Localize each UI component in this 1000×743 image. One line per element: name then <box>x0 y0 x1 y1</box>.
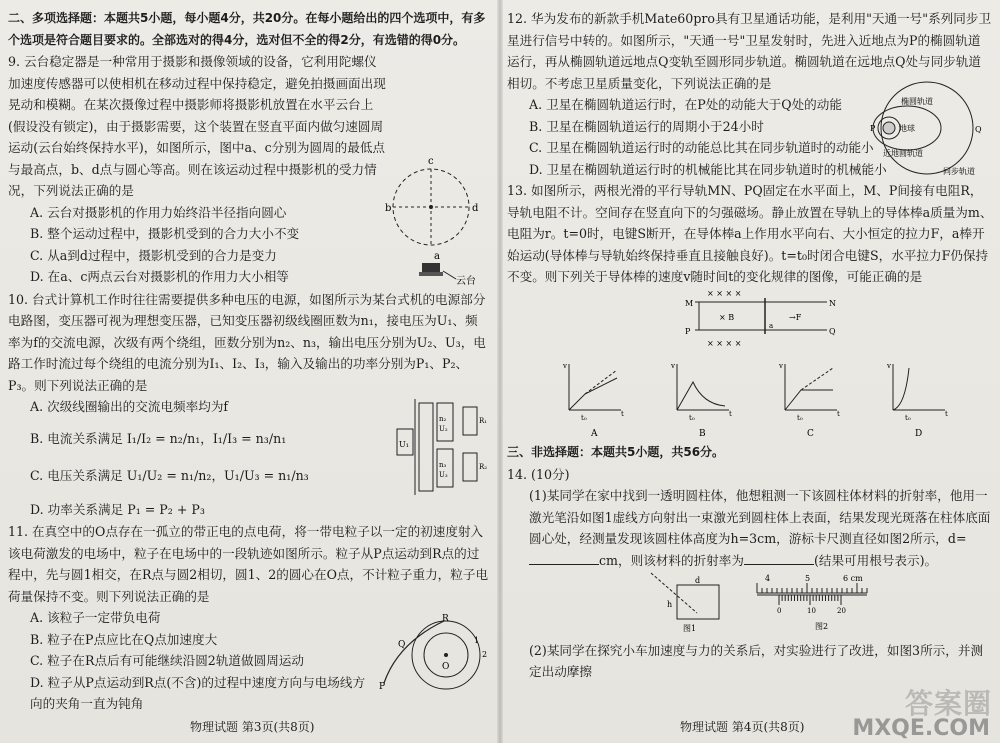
q14-head: 14. (10分) <box>507 466 570 482</box>
left-footer: 物理试题 第3页(共8页) <box>190 720 315 734</box>
q9-option-a: A. 云台对摄影机的作用力始终沿半径指向圆心 <box>30 204 287 220</box>
graph-c <box>778 362 840 439</box>
svg-text:P: P <box>685 326 691 336</box>
refraction-answer-blank[interactable] <box>744 552 814 565</box>
svg-text:P: P <box>379 682 386 692</box>
watermark-logo: 答案圈 <box>904 687 992 720</box>
svg-text:v: v <box>887 361 891 370</box>
svg-text:U₁: U₁ <box>399 439 409 449</box>
svg-text:t: t <box>729 409 732 418</box>
q9-circle-figure <box>386 149 490 299</box>
low-orbit-label: 近地圆轨道 <box>883 149 923 158</box>
svg-text:Q: Q <box>829 326 836 336</box>
q14-part2: (2)某同学在探究小车加速度与力的关系后，对实验进行了改进，如图3所示，并测定出动摩擦 <box>529 642 984 679</box>
svg-text:t: t <box>621 409 624 418</box>
fig1-label: 图1 <box>683 624 697 633</box>
svg-text:a: a <box>769 321 774 330</box>
right-page <box>507 8 993 683</box>
q9-option-d: D. 在a、c两点云台对摄影机的作用力大小相等 <box>30 269 289 284</box>
rails-figure <box>685 289 836 348</box>
svg-text:n₂: n₂ <box>439 414 447 423</box>
main-scale-5: 5 <box>805 574 811 583</box>
q9-stem: 9. 云台稳定器是一种常用于摄影和摄像领域的设备，它利用陀螺仪加速度传感器可以使相机在移动过程中保持稳定，避免拍摄画面出现晃动和模糊。在某次摄像过程中摄影师将摄影机放置在水平云台上(假设没有锁定)，由于摄影需要，这个装置在竖直平面内做匀速圆周运动(云台始终保持水平)，如图所示，图中a、c分别为圆周的最低点与最高点，b、d点与圆心等高。则在该运动过程中摄影机的受力情况，下列说法正确的是 <box>8 54 386 198</box>
q12-stem: 12. 华为发布的新款手机Mate60pro具有卫星通话功能，是利用"天通一号"系列同步卫星进行信号中转的。如图所示，"天通一号"卫星发射时，先进入近地点为P的椭圆轨道运行，再从椭圆轨道远地点Q变轨至圆形同步轨道。椭圆轨道在远地点Q处与同步轨道相切。不考虑卫星质量变化，下列说法正确的是 <box>507 11 992 91</box>
q10-option-d: D. 功率关系满足 P₁ = P₂ + P₃ <box>30 501 205 517</box>
graph-b <box>670 362 732 439</box>
svg-text:× × × ×: × × × × <box>707 338 742 348</box>
fig2-label: 图2 <box>815 622 829 631</box>
page-fold <box>497 0 503 743</box>
section2-heading: 二、多项选择题：本题共5小题，每小题4分，共20分。在每小题给出的四个选项中，有多个选项是符合题目要求的。全部选对的得4分，选对但不全的得2分，有选错的得0分。 <box>8 11 486 47</box>
svg-text:× B: × B <box>719 312 735 322</box>
question-14 <box>507 464 993 683</box>
q12-option-a: A. 卫星在椭圆轨道运行时，在P处的动能大于Q处的动能 <box>529 97 842 112</box>
q12-option-d: D. 卫星在椭圆轨道运行时的机械能比其在同步轨道时的机械能小 <box>529 161 887 177</box>
q13-figures <box>507 288 993 439</box>
svg-text:t₀: t₀ <box>797 413 803 422</box>
q11-stem: 11. 在真空中的O点存在一孤立的带正电的点电荷，将一带电粒子以一定的初速度射入该电荷激发的电场中，粒子在电场中的一段轨迹如图所示。粒子从P点运动到R点的过程中，先与圆1相交，在R点与圆2相切，圆1、2的圆心在O点，不计粒子重力，粒子电荷量保持不变。则下列说法正确的是 <box>8 524 489 604</box>
svg-text:d: d <box>472 203 479 214</box>
svg-text:Q: Q <box>398 640 406 650</box>
question-11 <box>8 521 490 715</box>
q10-stem: 10. 台式计算机工作时往往需要提供多种电压的电源，如图所示为某台式机的电源部分电路图，变压器可视为理想变压器，已知变压器初级线圈匝数为n₁，接电压为U₁、频率为f的交流电源，次级有两个绕组，匝数分别为n₂、n₃，输出电压分别为U₂、U₃，电路工作时流过每个绕组的电流分别为I₁、I₂、I₃，输入及输出的功率分别为P₁、P₂、P₃。则下列说法正确的是 <box>8 291 486 393</box>
graph-c-label: C <box>807 428 814 439</box>
svg-text:v: v <box>563 361 567 370</box>
vernier-20: 20 <box>837 607 846 615</box>
q9-option-c: C. 从a到d过程中，摄影机受到的合力是变力 <box>30 247 277 263</box>
diameter-answer-blank[interactable] <box>529 552 599 565</box>
svg-text:v: v <box>671 361 675 370</box>
q11-option-d: D. 粒子从P点运动到R点(不含)的过程中速度方向与电场线方向的夹角一直为钝角 <box>30 674 366 711</box>
earth-label: 地球 <box>899 124 915 133</box>
svg-text:t₀: t₀ <box>581 413 587 422</box>
q9-option-b: B. 整个运动过程中，摄影机受到的合力大小不变 <box>30 226 300 241</box>
q14-part1b: 则该材料的折射率为 <box>630 552 744 568</box>
svg-text:n₃: n₃ <box>439 460 447 469</box>
svg-text:b: b <box>385 203 392 214</box>
svg-text:R: R <box>442 614 449 624</box>
q14-unit: cm， <box>599 552 631 568</box>
svg-text:Q: Q <box>975 125 982 134</box>
svg-text:h: h <box>667 600 673 609</box>
q10-option-c: C. 电压关系满足 U₁/U₂ = n₁/n₂，U₁/U₃ = n₁/n₃ <box>30 468 309 483</box>
svg-text:v: v <box>779 361 783 370</box>
graph-d-label: D <box>915 428 923 439</box>
svg-text:a: a <box>434 251 440 262</box>
graph-b-label: B <box>699 428 706 439</box>
q14-note: (结果可用根号表示)。 <box>813 552 938 568</box>
main-scale-6: 6 cm <box>843 574 863 583</box>
svg-text:R₁: R₁ <box>479 416 488 425</box>
q14-part1-text: (1)某同学在家中找到一透明圆柱体，他想粗测一下该圆柱体材料的折射率，他用一激光笔沿如图1虚线方向射出一束激光到圆柱体上表面，结果发现光斑落在柱体底面圆心处，经测量发现该圆柱体高度为h=3cm，游标卡尺测直径如图2所示，d= <box>529 488 991 546</box>
svg-text:t₀: t₀ <box>905 413 911 422</box>
vernier-figure <box>757 574 867 631</box>
question-13 <box>507 180 993 442</box>
q11-option-c: C. 粒子在R点后有可能继续沿圆2轨道做圆周运动 <box>30 653 304 668</box>
svg-text:1: 1 <box>474 636 480 645</box>
q11-option-b: B. 粒子在P点应比在Q点加速度大 <box>30 631 218 647</box>
svg-text:2: 2 <box>482 650 488 659</box>
svg-text:M: M <box>685 298 694 308</box>
section3-heading: 三、非选择题：本题共5小题，共56分。 <box>507 445 725 459</box>
svg-text:U₃: U₃ <box>439 470 448 479</box>
svg-text:c: c <box>428 156 434 167</box>
question-9 <box>8 51 490 288</box>
ellipse-orbit-label: 椭圆轨道 <box>901 97 933 106</box>
left-page <box>8 8 490 715</box>
orbit-figure <box>865 78 993 176</box>
q10-option-a: A. 次级线圈输出的交流电频率均为f <box>30 399 229 414</box>
q11-option-a: A. 该粒子一定带负电荷 <box>30 610 161 625</box>
right-footer: 物理试题 第4页(共8页) <box>680 720 805 734</box>
svg-text:R₂: R₂ <box>479 462 488 471</box>
main-scale-4: 4 <box>765 574 771 583</box>
svg-text:U₂: U₂ <box>439 424 448 433</box>
graph-a <box>562 362 624 439</box>
yuntai-label: 云台 <box>456 276 476 287</box>
graph-d <box>886 362 948 439</box>
q12-option-b: B. 卫星在椭圆轨道运行的周期小于24小时 <box>529 118 764 134</box>
vernier-0: 0 <box>777 607 782 615</box>
svg-text:N: N <box>829 298 836 308</box>
q14-figures <box>507 571 993 633</box>
q14-part1 <box>507 485 993 571</box>
watermark-url: MXQE.COM <box>852 716 990 741</box>
graph-a-label: A <box>591 428 598 439</box>
geo-orbit-label: 同步轨道 <box>943 167 975 176</box>
question-10 <box>8 289 490 521</box>
svg-text:t₀: t₀ <box>689 413 695 422</box>
q11-field-figure <box>378 613 490 693</box>
question-12 <box>507 8 993 180</box>
svg-text:O: O <box>442 662 450 672</box>
svg-text:→F: →F <box>789 312 802 322</box>
q10-option-b: B. 电流关系满足 I₁/I₂ = n₂/n₁，I₁/I₃ = n₃/n₁ <box>30 430 287 446</box>
q12-option-c: C. 卫星在椭圆轨道运行时的动能总比其在同步轨道时的动能小 <box>529 140 874 155</box>
q13-stem: 13. 如图所示，两根光滑的平行导轨MN、PQ固定在水平面上，M、P间接有电阻R，导轨电阻不计。空间存在竖直向下的匀强磁场。静止放置在导轨上的导体棒a质量为m、电阻为r。t=0时，电键S断开，在导体棒a上作用水平向右、大小恒定的拉力F，a棒开始运动(导体棒与导轨始终保持垂直且接触良好)。t=t₀时闭合电键S，水平拉力F仍保持不变。则下列关于导体棒的速度v随时间t的变化规律的图像，可能正确的是 <box>507 183 993 284</box>
svg-text:P: P <box>870 124 876 133</box>
svg-text:× × × ×: × × × × <box>707 288 742 298</box>
transformer-figure <box>393 399 489 499</box>
cylinder-figure <box>651 573 719 633</box>
svg-text:t: t <box>945 409 948 418</box>
vernier-10: 10 <box>807 607 816 615</box>
svg-text:d: d <box>695 576 701 585</box>
svg-text:t: t <box>837 409 840 418</box>
